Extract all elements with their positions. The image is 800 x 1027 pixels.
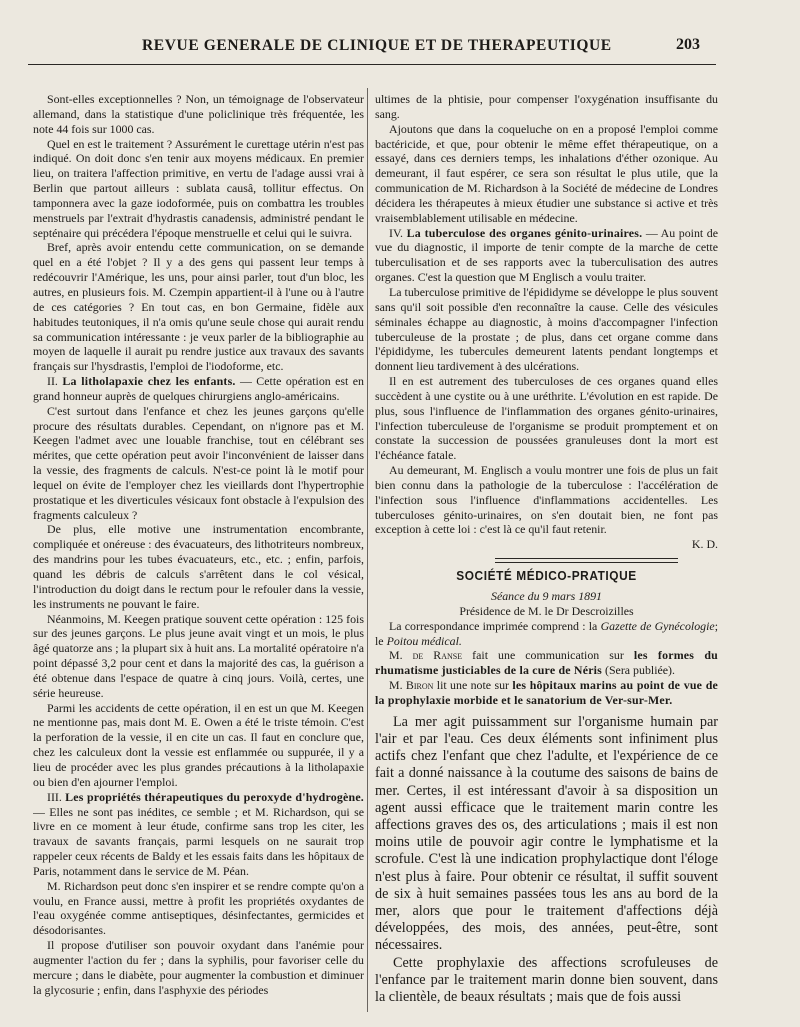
- paragraph: Il en est autrement des tuberculoses de ces organes quand elles succèdent à une cystite ou à une uréthrite. L'évolution en est rapide. De plus, sous l'influence de l'inflammation des organes génito-urinaires, l'infection tuberculeuse de l'organisme se produit promptement et on constate la succession de poussées granuleuses dont la mort est l'échéance fatale.: [375, 374, 718, 463]
- paragraph: Il propose d'utiliser son pouvoir oxydant dans l'anémie pour augmenter l'action du fer ; dans la syphilis, pour favoriser celle du mercure ; dans le diabète, pour augmenter la combustion et diminuer la glycosurie ; enfin, dans l'asphyxie des périodes: [33, 938, 364, 997]
- section-iii: [33, 790, 364, 879]
- paragraph: Quel en est le traitement ? Assurément le curettage utérin n'est pas indiqué. On doit donc s'en tenir aux moyens médicaux. En premier lieu, on traitera l'affection primitive, en vertu de l'adage aussi vrai à Berlin que partout ailleurs : sublata causâ, tollitur effectus. On tamponnera avec la gaze iodoformée, puis on combattra les troubles menstruels par l'extrait d'hydrastis canadensis, administré pendant le septénaire qui précédera l'époque menstruelle et celui qui le suivra.: [33, 136, 364, 240]
- seance-date: Séance du 9 mars 1891: [491, 589, 602, 603]
- paragraph: Néanmoins, M. Keegen pratique souvent cette opération : 125 fois sur des jeunes garçons. Le plus jeune avait vingt et un mois, le plus âgé quatorze ans ; la plupart six à huit ans. La mortalité opératoire n'a point dépassé 3,2 pour cent et dans la majorité des cas, la guérison a été obtenue dans l'espace de quatre à cinq jours. Voilà, certes, une série heureuse.: [33, 611, 364, 700]
- paragraph: C'est surtout dans l'enfance et chez les jeunes garçons qu'elle procure des résultats durables. Cependant, on n'ignore pas et M. Keegen l'admet avec une louable franchise, tout en célébrant ses mérites, que cette opération peut avoir l'inconvénient de laisser dans la vessie, des fragments de calculs. N'est-ce point là le motif pour lequel on évite de l'employer chez les vieillards dont l'hypertrophie prostatique et les diverticules vésicaux font obstacle à l'expulsion des fragments calculeux ?: [33, 403, 364, 522]
- section-title: La tuberculose des organes génito-urinaires.: [406, 225, 643, 240]
- section-number: III.: [47, 789, 62, 804]
- paragraph: Au demeurant, M. Englisch a voulu montrer une fois de plus un fait bien connu dans la pathologie de la tuberculose : l'accélération de l'infection sous l'influence d'inflammations accidentelles. Les tuberculoses génito-urinaires, on s'en doutait bien, ne font pas exception à cette loi : c'est là ce qu'il faut retenir.: [375, 463, 718, 537]
- section-title: Les propriétés thérapeutiques du peroxyde d'hydrogène.: [65, 789, 364, 804]
- paragraph: ultimes de la phtisie, pour compenser l'oxygénation insuffisante du sang.: [375, 92, 718, 121]
- paragraph: De plus, elle motive une instrumentation encombrante, compliquée et onéreuse : des évacuateurs, des lithotriteurs nombreux, des mandrins pour les tubes évacuateurs, etc., etc. ; enfin, parfois, quand les débris de calculs s'arrêtent dans le col vésical, l'introduction du doigt dans le rectum pour le refouler dans la vessie, les instruments ne pouvant le faire.: [33, 522, 364, 611]
- large-print-text: [375, 714, 718, 1006]
- signature-line: [375, 537, 718, 552]
- correspondence: La correspondance imprimée comprend : la Gazette de Gynécologie; le Poitou médical.: [375, 618, 718, 648]
- section-text: — Cette opération est en grand honneur auprès de quelques chirurgiens anglo-américains.: [33, 374, 364, 403]
- header-rule: [28, 64, 716, 65]
- section-title: La litholapaxie chez les enfants.: [62, 374, 236, 389]
- paragraph: Bref, après avoir entendu cette communication, on se demande quel en a été l'objet ? Il y a des gens qui passent leur temps à redécouvrir l'Amérique, les uns, pour ainsi parler, tout d'un bloc, les autres, en plusieurs fois. M. Czempin appartient-il à l'une ou à l'autre de ces catégories ? En tout cas, en bon Germaine, fidèle aux habitudes teutoniques, il n'a omis qu'une seule chose qui aurait rendu sa communication intéressante : je veux parler de la bibliographie au moyen de laquelle il aurait pu rendre justice aux travaux des savants français sur l'hysdrastis, l'emploi de l'iodoforme, etc.: [33, 240, 364, 374]
- paragraph: Cette prophylaxie des affections scrofuleuses de l'enfance par le traitement marin donne bien souvent, dans la clientèle, de beaux résultats ; mais que de fois aussi: [375, 954, 718, 1005]
- running-head: [0, 33, 800, 57]
- section-iv: [375, 226, 718, 285]
- paragraph: Ajoutons que dans la coqueluche on en a proposé l'emploi comme bactéricide, et que, pour obtenir le même effet thérapeutique, on a essayé, dans ces derniers temps, les inhalations d'éther ozonique. Au demeurant, il faut espérer, ce sera son résultat le plus utile, que la communication de M. Richardson à la Société de médecine de Londres décidera les thérapeutes à mieux étudier une substance si active et très vraisemblablement utilisable en médecine.: [375, 121, 718, 225]
- paragraph: Sont-elles exceptionnelles ? Non, un témoignage de l'observateur allemand, dans la statistique d'une policlinique très fréquentée, les note 44 fois sur 1000 cas.: [33, 92, 364, 136]
- communication-biron: M. Biron lit une note sur les hôpitaux marins au point de vue de la prophylaxie morbide et le sanatorium de Ver-sur-Mer.: [375, 678, 718, 707]
- column-rule: [367, 88, 368, 1012]
- section-text: — Au point de vue du diagnostic, il importe de tenir compte de la marche de cette tuberculisation et de ses rapports avec la tuberculisation des autres organes. C'est la question que M Englisch a voulu traiter.: [375, 225, 718, 285]
- paragraph: La tuberculose primitive de l'épididyme se développe le plus souvent sans qu'il soit possible d'en reconnaître la cause. Celle des vésicules séminales échappe au diagnostic, à moins d'accompagner l'infection tuberculeuse de la prostate ; de plus, dans cet organe comme dans l'épididyme, les tubercules demeurent latents pendant longtemps et donnent lieu tardivement à des ulcérations.: [375, 284, 718, 374]
- communication-de-ranse: M. de Ranse fait une communication sur les formes du rhumatisme justiciables de la cure de Néris (Sera publiée).: [375, 648, 718, 678]
- section-number: II.: [47, 374, 58, 389]
- paragraph: M. Richardson peut donc s'en inspirer et se rendre compte qu'on a voulu, en France aussi, mettre à profit les propriétés oxydantes de l'eau oxygénée comme antiseptiques, désinfectantes, germicides et désodorisantes.: [33, 878, 364, 938]
- page-number: 203: [676, 36, 700, 53]
- section-number: IV.: [389, 225, 403, 240]
- paragraph: La mer agit puissamment sur l'organisme humain par l'air et par l'eau. Ces deux éléments sont infiniment plus actifs chez l'enfant que chez l'adulte, et l'expérience de ce fait a donné naissance à la coutume des saisons de bains de mer. Certes, il est intéressant d'avoir à sa disposition un agent aussi efficace que le traitement marin contre les affections graves des os, des articulations ; mais il est non moins utile de pouvoir agir contre le lymphatisme et la scrofule. C'est là une indication prophylactique dont l'éloge n'est plus à faire. Pour obtenir ce résultat, il suffit souvent de six à huit semaines passées tous les ans au bord de la mer, alors que pour le traitement d'affections déjà développées, des mois, des années, peut-être, sont nécessaires.: [375, 713, 718, 954]
- section-text: — Elles ne sont pas inédites, ce semble ; et M. Richardson, qui se livre en ce moment à leur étude, confirme sans trop les citer, les travaux de savants français, parmi lesquels on ne saurait trop rappeler ceux récents de Baldy et les essais faits dans les hôpitaux de Paris, notamment dans le service de M. Péan.: [33, 804, 364, 878]
- paragraph: Parmi les accidents de cette opération, il en est un que M. Keegen ne mentionne pas, mais dont M. E. Owen a été le triste témoin. C'est la perforation de la vessie, il en cite un cas. Il faut en conclure que, chez les calculeux dont la vessie est enflammée ou suppurée, il y a lieu de procéder avec les plus grandes précautions à la litholapaxie ou bien d'en ajourner l'emploi.: [33, 700, 364, 789]
- left-column: [33, 92, 364, 1012]
- section-divider: [495, 558, 678, 563]
- running-title: REVUE GENERALE DE CLINIQUE ET DE THERAPEUTIQUE: [142, 37, 612, 54]
- right-column: [375, 92, 718, 1012]
- signature: K. D.: [691, 537, 718, 552]
- section-ii: [33, 374, 364, 404]
- society-title: SOCIÉTÉ MÉDICO-PRATIQUE: [456, 569, 637, 584]
- seance-president: Présidence de M. le Dr Descroizilles: [459, 603, 634, 618]
